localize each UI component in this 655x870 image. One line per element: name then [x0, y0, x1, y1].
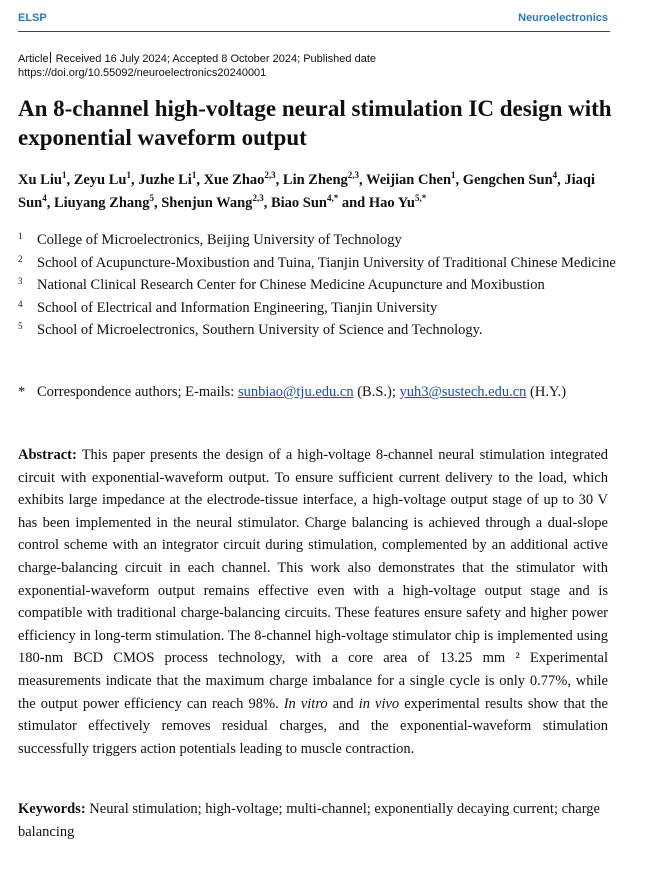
author-separator: , — [196, 172, 204, 188]
author-name: Hao Yu — [368, 195, 415, 211]
author-affiliation-sup: 1 — [451, 170, 456, 181]
affiliation-item — [18, 274, 618, 297]
article-doi[interactable]: https://doi.org/10.55092/neuroelectronics20240001 — [18, 67, 267, 79]
keywords-label: Keywords: — [18, 801, 86, 817]
correspondence-mid: (B.S.); — [353, 384, 400, 400]
author-name: Xue Zhao — [203, 172, 265, 188]
correspondence-marker: * — [18, 384, 26, 400]
affiliation-text: College of Microelectronics, Beijing University of Technology — [37, 232, 402, 248]
author-affiliation-sup: 5,* — [414, 193, 427, 204]
article-meta — [18, 52, 618, 80]
article-type: Article — [18, 53, 49, 65]
author-name: Zeyu Lu — [73, 172, 127, 188]
author-separator: , — [66, 172, 74, 188]
author-affiliation-sup: 2,3 — [264, 170, 276, 181]
correspondence — [18, 381, 618, 403]
author-affiliation-sup: 2,3 — [347, 170, 360, 181]
author-affiliation-sup: 5 — [149, 193, 154, 204]
author-separator: , — [359, 172, 367, 188]
page-header — [0, 0, 655, 40]
affiliation-number: 2 — [18, 253, 23, 264]
author-separator: , — [46, 195, 54, 211]
author-affiliation-sup: 4 — [42, 193, 47, 204]
correspondence-text — [18, 381, 618, 403]
author-affiliation-sup: 1 — [61, 170, 67, 181]
header-divider — [18, 31, 610, 32]
abstract-text-4: experimental results show that the stimulator effectively removes residual charges, and the exponential-waveform stimulation successfully triggers action potentials leading to muscle contraction. — [18, 695, 608, 757]
author-name: Gengchen Sun — [462, 172, 553, 188]
author-name: Biao Sun — [270, 195, 327, 211]
correspondence-suffix: (H.Y.) — [526, 384, 567, 400]
affiliation-number: 5 — [18, 321, 23, 331]
affiliation-number: 3 — [18, 276, 23, 286]
author-affiliation-sup: 1 — [126, 170, 131, 181]
affiliation-item — [18, 319, 618, 342]
author-affiliation-sup: 4 — [552, 170, 558, 181]
abstract-italic-in-vitro: In vitro — [283, 695, 328, 712]
affiliation-item — [18, 297, 618, 320]
author-name: Lin Zheng — [282, 172, 348, 188]
author-separator: , — [557, 172, 565, 188]
keywords — [18, 798, 608, 843]
affiliation-text: School of Electrical and Information Engineering, Tianjin University — [37, 299, 438, 316]
meta-separator — [50, 52, 51, 63]
author-separator: , — [263, 195, 271, 211]
affiliation-text: School of Acupuncture-Moxibustion and Tuina, Tianjin University of Traditional Chinese Medicine — [37, 254, 616, 271]
abstract-text-1: This paper presents the design of a high-voltage 8-channel neural stimulation integrated circuit with exponential-waveform output. To ensure sufficient current delivery to the load, which exhibits large impedance at the electrode-tissue interface, a high-voltage output stage of up to 30 V has been implemented in the neural stimulator. Charge balancing is achieved through a dual-slope control scheme with an integrator circuit during stimulation, complemented by an additional active charge-balancing circuit in each channel. This work also demonstrates that the stimulator with exponential-waveform output remains effective even with a high-voltage output stage and is compatible with traditional charge-balancing circuits. These features ensure safety and higher power efficiency in long-term stimulation. The 8-channel high-voltage stimulator chip is implemented using 180-nm BCD CMOS process technology, with a core area of 13.25 mm — [18, 447, 608, 667]
affiliation-number: 1 — [18, 231, 23, 241]
author-separator: , — [153, 195, 162, 211]
abstract-text-3: and — [327, 695, 359, 712]
affiliation-text: School of Microelectronics, Southern University of Science and Technology. — [37, 322, 483, 338]
affiliation-text: National Clinical Research Center for Chinese Medicine Acupuncture and Moxibustion — [37, 277, 545, 293]
abstract-label: Abstract: — [18, 447, 77, 463]
abstract-text-2: Experimental measurements indicate that the maximum charge imbalance for a single cycle is only 0.77%, while the output power efficiency can reach 98%. — [18, 650, 609, 712]
journal-name: Neuroelectronics — [518, 12, 608, 24]
author-name: Weijian Chen — [366, 172, 452, 188]
author-list — [18, 169, 618, 215]
author-name: Xu Liu — [18, 172, 62, 188]
affiliation-item — [18, 252, 618, 275]
author-separator: and — [338, 195, 369, 211]
author-separator: , — [275, 172, 283, 188]
affiliation-number: 4 — [18, 298, 23, 309]
author-separator: , — [455, 172, 463, 188]
unit-glyph: ² — [515, 650, 520, 667]
article-title: An 8-channel high-voltage neural stimulation IC design with exponential waveform output — [18, 96, 612, 150]
abstract-italic-in-vivo: in vivo — [358, 695, 400, 712]
keywords-text: Neural stimulation; high-voltage; multi-channel; exponentially decaying current; charge balancing — [18, 801, 600, 840]
author-affiliation-sup: 1 — [191, 170, 197, 181]
author-affiliation-sup: 4,* — [326, 193, 339, 204]
abstract — [18, 444, 608, 760]
author-name: Shenjun Wang — [161, 195, 253, 211]
email-link-yuh3[interactable]: yuh3@sustech.edu.cn — [399, 384, 527, 400]
author-separator: , — [130, 172, 139, 188]
author-name: Liuyang Zhang — [53, 195, 150, 211]
article-dates-line — [18, 52, 618, 66]
publisher-logo: ELSP — [18, 12, 47, 24]
author-affiliation-sup: 2,3 — [252, 193, 264, 204]
author-name: Jiaqi Sun — [18, 172, 596, 211]
correspondence-prefix: Correspondence authors; E-mails: — [37, 384, 238, 400]
author-name: Juzhe Li — [138, 172, 192, 188]
email-link-sunbiao[interactable]: sunbiao@tju.edu.cn — [237, 384, 354, 400]
article-dates: Received 16 July 2024; Accepted 8 October 2024; Published date — [55, 53, 377, 65]
affiliation-list — [18, 229, 618, 342]
affiliation-item — [18, 229, 618, 252]
